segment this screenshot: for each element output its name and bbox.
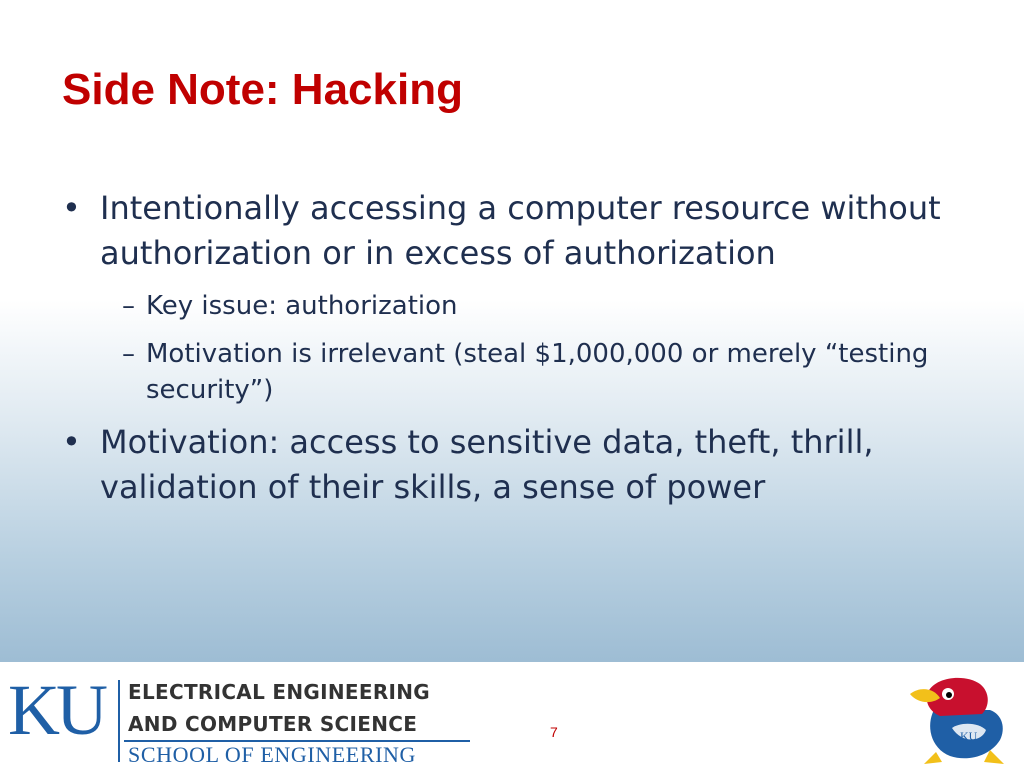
slide-footer (0, 662, 1024, 768)
sub-bullet-item (122, 288, 962, 324)
bullet-marker: • (62, 423, 81, 461)
school-name: SCHOOL OF ENGINEERING (128, 742, 416, 767)
bullet-item (62, 420, 962, 510)
sub-bullet-item (122, 336, 962, 408)
page-number: 7 (550, 724, 558, 740)
bullet-text: Motivation: access to sensitive data, theft, thrill, validation of their skills, a sense of power (100, 423, 874, 506)
dash-marker: – (122, 339, 135, 369)
bullet-marker: • (62, 189, 81, 227)
logo-divider (118, 680, 120, 762)
bullet-text: Intentionally accessing a computer resource without authorization or in excess of authorization (100, 189, 941, 272)
dash-marker: – (122, 291, 135, 321)
svg-text:KU: KU (960, 729, 978, 743)
department-name-line-2: AND COMPUTER SCIENCE (128, 712, 418, 736)
slide-title: Side Note: Hacking (62, 65, 463, 114)
jayhawk-mascot-icon (906, 670, 1016, 766)
ku-logo: KU (8, 670, 104, 750)
bullet-item (62, 186, 962, 276)
sub-bullet-text: Key issue: authorization (146, 291, 458, 321)
slide-content (62, 186, 962, 510)
department-name-line-1: ELECTRICAL ENGINEERING (128, 680, 431, 704)
sub-bullet-text: Motivation is irrelevant (steal $1,000,000 or merely “testing security”) (146, 339, 929, 405)
